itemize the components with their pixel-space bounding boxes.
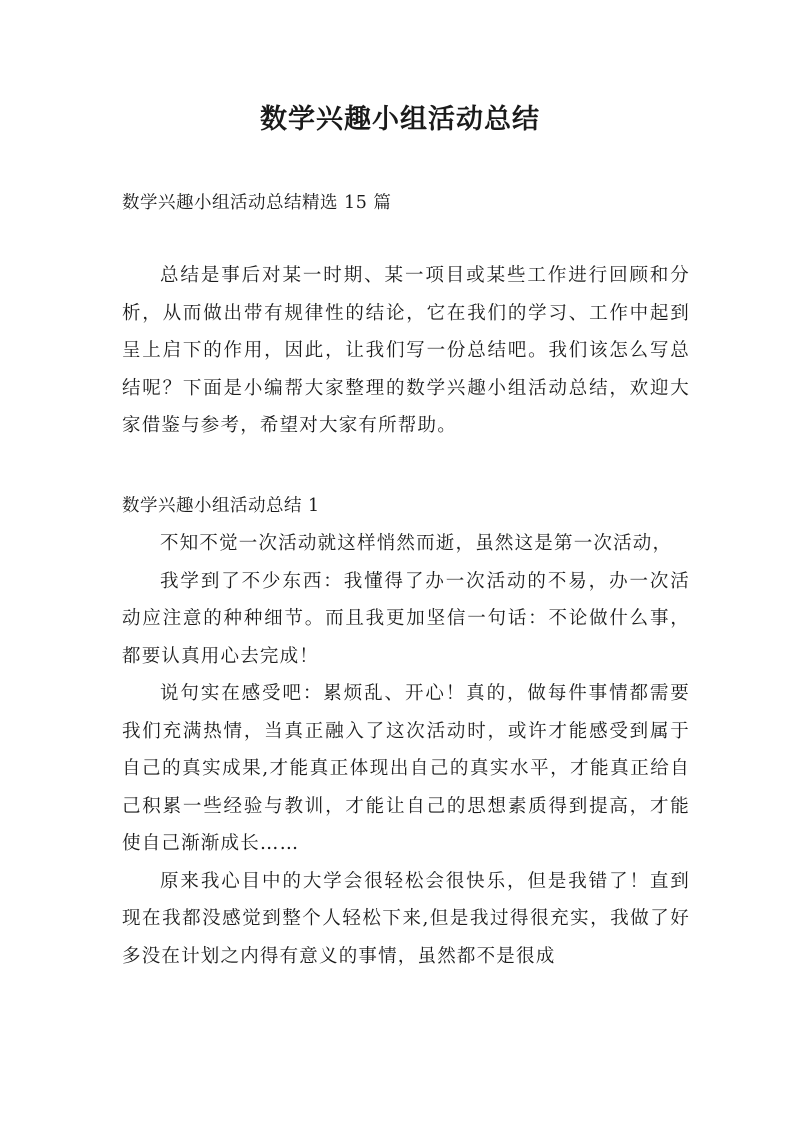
section-heading: 数学兴趣小组活动总结 1 — [122, 496, 320, 516]
document-title: 数学兴趣小组活动总结 — [260, 104, 540, 135]
section-body — [122, 525, 690, 975]
body-paragraph: 我学到了不少东西：我懂得了办一次活动的不易，办一次活动应注意的种种细节。而且我更加坚信一句话：不论做什么事，都要认真用心去完成！ — [122, 570, 690, 667]
body-paragraph: 原来我心目中的大学会很轻松会很快乐，但是我错了！直到现在我都没感觉到整个人轻松下来,但是我过得很充实，我做了好多没在计划之内得有意义的事情，虽然都不是很成 — [122, 870, 690, 967]
document-subtitle: 数学兴趣小组活动总结精选 15 篇 — [122, 193, 392, 213]
body-paragraph: 不知不觉一次活动就这样悄然而逝，虽然这是第一次活动， — [160, 533, 673, 554]
body-paragraph: 说句实在感受吧：累烦乱、开心！真的，做每件事情都需要我们充满热情，当真正融入了这次活动时，或许才能感受到属于自己的真实成果,才能真正体现出自己的真实水平，才能真正给自己积累一些经验与教训，才能让自己的思想素质得到提高，才能使自己渐渐成长…… — [122, 683, 690, 854]
intro-paragraph: 总结是事后对某一时期、某一项目或某些工作进行回顾和分析，从而做出带有规律性的结论，它在我们的学习、工作中起到呈上启下的作用，因此，让我们写一份总结吧。我们该怎么写总结呢？下面是小编帮大家整理的数学兴趣小组活动总结，欢迎大家借鉴与参考，希望对大家有所帮助。 — [122, 265, 690, 436]
